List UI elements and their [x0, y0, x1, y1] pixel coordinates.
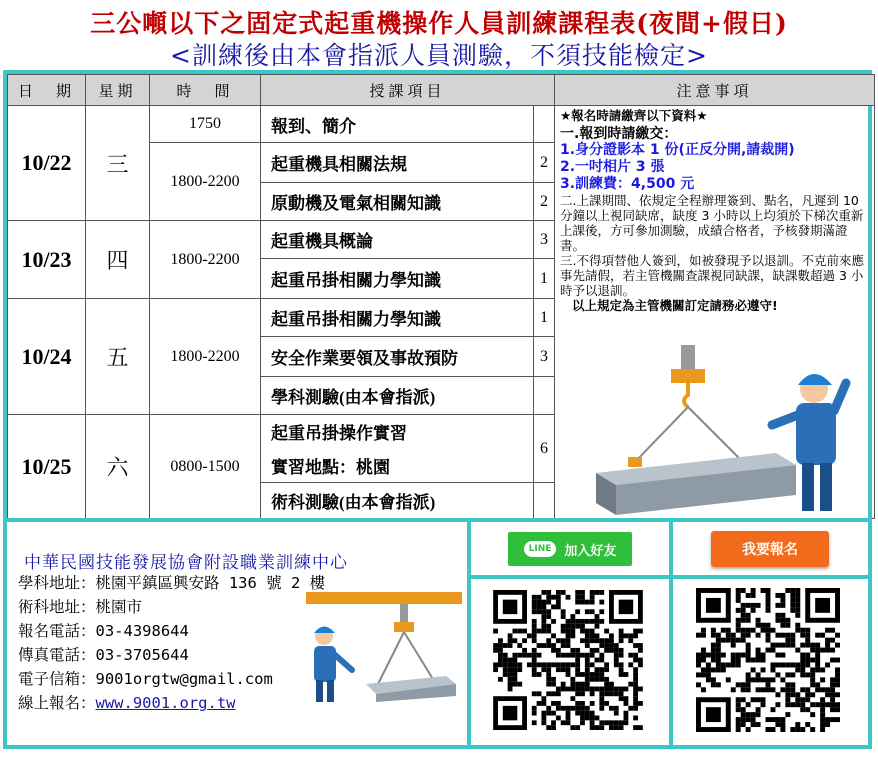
practical-address: 術科地址：桃園市	[18, 598, 143, 616]
subject-cell: 起重吊掛相關力學知識	[261, 259, 534, 299]
date-cell: 10/25	[8, 415, 86, 519]
subject-cell: 實習地點：桃園	[261, 449, 534, 483]
notes-item-4: 以上規定為主管機關訂定請務必遵守!	[572, 298, 778, 313]
hours-cell: 3	[534, 221, 555, 259]
contact-info	[18, 571, 325, 715]
subject-cell: 起重吊掛相關力學知識	[261, 299, 534, 337]
line-logo-icon: LINE	[524, 541, 557, 557]
subject-cell: 起重機具概論	[261, 221, 534, 259]
header-date: 日 期	[8, 75, 86, 106]
time-cell: 1800-2200	[150, 221, 261, 299]
date-cell: 10/22	[8, 106, 86, 221]
hours-cell: 1	[534, 259, 555, 299]
weekday-cell: 四	[86, 221, 150, 299]
time-cell: 0800-1500	[150, 415, 261, 519]
register-qr-code-icon[interactable]	[695, 588, 841, 732]
page-title: 三公噸以下之固定式起重機操作人員訓練課程表(夜間+假日)	[90, 9, 788, 38]
notes-item-1c: 3.訓練費：4,500 元	[560, 176, 695, 192]
website-link[interactable]: www.9001.org.tw	[95, 694, 236, 712]
crane-worker-illustration	[576, 345, 866, 515]
online-label: 線上報名：	[18, 694, 96, 712]
subject-cell: 報到、簡介	[261, 106, 534, 143]
fax-number: 傳真電話：03-3705644	[18, 646, 189, 664]
header-notes: 注意事項	[555, 75, 875, 106]
date-cell: 10/24	[8, 299, 86, 415]
hours-cell: 2	[534, 183, 555, 221]
notes-heading: ★報名時請繳齊以下資料★	[560, 108, 708, 123]
page-subtitle: <訓練後由本會指派人員測驗，不須技能檢定>	[170, 41, 708, 70]
line-add-friend-button[interactable]	[508, 532, 632, 566]
vertical-divider-1	[467, 518, 471, 749]
weekday-cell: 六	[86, 415, 150, 519]
header-week: 星期	[86, 75, 150, 106]
hours-cell	[534, 106, 555, 143]
hours-cell	[534, 377, 555, 415]
email-address: 電子信箱：9001orgtw@gmail.com	[18, 670, 273, 688]
date-cell: 10/23	[8, 221, 86, 299]
crane-worker-illustration-small	[296, 592, 464, 702]
time-cell: 1800-2200	[150, 299, 261, 415]
time-cell: 1800-2200	[150, 143, 261, 221]
subject-cell: 術科測驗(由本會指派)	[261, 483, 534, 519]
notes-item-2: 二.上課期間、依規定全程辦理簽到、點名，凡遲到 10 分鐘以上視同缺席，缺度 3 小時以上均須於下梯次重新上課後，方可參加測驗，成績合格者，予核發期滿證書。	[560, 193, 864, 253]
bottom-divider	[3, 518, 872, 522]
academic-address: 學科地址：桃園平鎮區興安路 136 號 2 樓	[18, 574, 326, 592]
register-button[interactable]	[711, 531, 829, 567]
vertical-divider-2	[669, 518, 673, 749]
registration-phone: 報名電話：03-4398644	[18, 622, 189, 640]
subject-cell: 安全作業要領及事故預防	[261, 337, 534, 377]
table-header-row	[8, 75, 875, 106]
notes-item-1b: 2.一吋相片 3 張	[560, 159, 665, 175]
register-button-label: 我要報名	[742, 542, 798, 558]
subject-cell: 起重機具相關法規	[261, 143, 534, 183]
buttons-divider	[467, 575, 872, 579]
hours-cell: 3	[534, 337, 555, 377]
line-button-label: 加入好友	[564, 543, 617, 559]
subject-cell: 原動機及電氣相關知識	[261, 183, 534, 221]
hours-cell: 6	[534, 415, 555, 483]
subject-cell: 起重吊掛操作實習	[261, 415, 534, 449]
header-time: 時 間	[150, 75, 261, 106]
hours-cell: 2	[534, 143, 555, 183]
weekday-cell: 五	[86, 299, 150, 415]
subject-cell: 學科測驗(由本會指派)	[261, 377, 534, 415]
online-registration	[18, 691, 325, 715]
notes-panel	[560, 108, 866, 313]
line-qr-code-icon[interactable]	[492, 590, 644, 730]
organization-name: 中華民國技能發展協會附設職業訓練中心	[24, 553, 348, 573]
hours-cell: 1	[534, 299, 555, 337]
notes-item-3: 三.不得項替他人簽到，如被發現予以退訓。不克前來應事先請假，若主管機關查課視同缺課，缺課數超過 3 小時予以退訓。	[560, 253, 864, 298]
hours-cell	[534, 483, 555, 519]
notes-item-1a: 1.身分證影本 1 份(正反分開,請裁開)	[560, 142, 795, 158]
notes-item-1: 一.報到時請繳交：	[560, 126, 678, 142]
weekday-cell: 三	[86, 106, 150, 221]
time-cell: 1750	[150, 106, 261, 143]
header-subject: 授課項目	[261, 75, 555, 106]
